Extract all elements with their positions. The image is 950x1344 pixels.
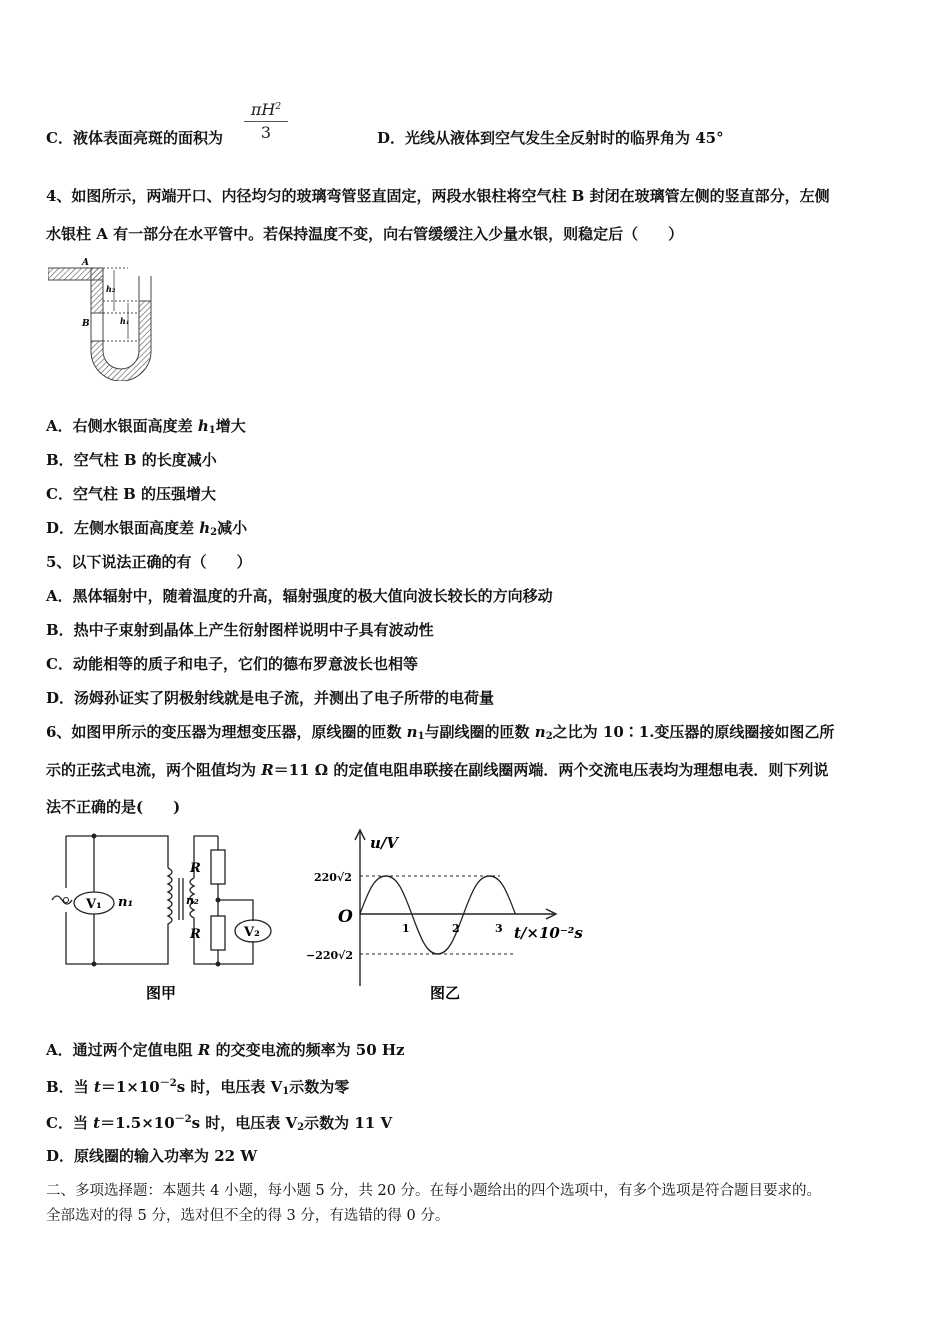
q6-circuit-r1: R: [190, 861, 201, 876]
q6-graph-ylabel: u/V: [370, 834, 399, 852]
q4-fig-label-a: A: [82, 258, 89, 268]
q6-graph-ytop: 220√2: [314, 871, 352, 884]
q6-circuit-v1: V₁: [86, 897, 102, 912]
q6-fig-left-caption: 图甲: [146, 984, 177, 1002]
q6-graph-x1: 1: [402, 922, 410, 935]
q4-option-a: A．右侧水银面高度差 $h_1$增大: [46, 417, 246, 436]
q6-waveform-curve: [360, 876, 515, 954]
q4-option-d: D．左侧水银面高度差 $h_2$减小: [46, 519, 248, 538]
q4-fig-label-h1: h₁: [120, 316, 130, 326]
q6-circuit-figure: [48, 828, 288, 1008]
q6-graph-xlabel: t/×10⁻²s: [514, 924, 583, 942]
q6-option-a: A．通过两个定值电阻 R 的交变电流的频率为 50 Hz: [46, 1041, 405, 1059]
q6-fig-right-caption: 图乙: [430, 984, 461, 1002]
q6-graph-x2: 2: [452, 922, 460, 935]
q4-stem-line2: 水银柱 A 有一部分在水平管中。若保持温度不变，向右管缓缓注入少量水银，则稳定后（ ）: [46, 225, 684, 243]
q6-option-b: B．当 $t=1\times 10^{-2}s$ 时，电压表 $V_1$示数为零: [46, 1078, 350, 1097]
q4-option-c: C．空气柱 B 的压强增大: [46, 485, 217, 503]
q5-option-a: A．黑体辐射中，随着温度的升高，辐射强度的极大值向波长较长的方向移动: [46, 587, 553, 605]
q3-option-c: C．液体表面亮斑的面积为: [46, 129, 223, 147]
q3-option-c-fraction: $\frac{\pi H^2}{3}$: [244, 100, 288, 142]
q6-graph-ybottom: −220√2: [306, 949, 354, 962]
q4-fig-label-b: B: [82, 319, 90, 329]
q6-option-d: D．原线圈的输入功率为 22 W: [46, 1147, 258, 1165]
q6-graph-origin: O: [338, 907, 353, 927]
q5-stem: 5、以下说法正确的有（ ）: [46, 553, 252, 571]
section2-heading-line2: 全部选对的得 5 分，选对但不全的得 3 分，有选错的得 0 分。: [46, 1208, 450, 1224]
q6-stem-line3: 法不正确的是( ): [46, 798, 181, 816]
q6-circuit-v2: V₂: [244, 925, 260, 940]
q3-option-d: D．光线从液体到空气发生全反射时的临界角为 45°: [377, 129, 724, 147]
q5-option-c: C．动能相等的质子和电子，它们的德布罗意波长也相等: [46, 655, 418, 673]
q5-option-b: B．热中子束射到晶体上产生衍射图样说明中子具有波动性: [46, 621, 434, 639]
q6-waveform-graph: [300, 826, 600, 1006]
q6-option-c: C．当 $t=1.5\times 10^{-2}s$ 时，电压表 $V_2$示数为 11 V: [46, 1114, 393, 1133]
q4-stem-line1: 4、如图所示，两端开口、内径均匀的玻璃弯管竖直固定，两段水银柱将空气柱 B 封闭在玻璃管左侧的竖直部分，左侧: [46, 187, 830, 205]
q6-circuit-n1: n₁: [118, 895, 134, 910]
q6-circuit-r2: R: [190, 927, 201, 942]
q6-stem-line2: 示的正弦式电流，两个阻值均为 R＝11 Ω 的定值电阻串联接在副线圈两端．两个交流电压表均为理想电表．则下列说: [46, 761, 829, 779]
section2-heading-line1: 二、多项选择题：本题共 4 小题，每小题 5 分，共 20 分。在每小题给出的四个选项中，有多个选项是符合题目要求的。: [46, 1183, 822, 1199]
q6-circuit-n2: n₂: [186, 894, 199, 907]
q6-stem-line1: 6、如图甲所示的变压器为理想变压器，原线圈的匝数 $n_1$与副线圈的匝数 $n_2$之比为 10∶1.变压器的原线圈接如图乙所: [46, 723, 835, 742]
q5-option-d: D．汤姆孙证实了阴极射线就是电子流，并测出了电子所带的电荷量: [46, 689, 495, 707]
q4-option-b: B．空气柱 B 的长度减小: [46, 451, 217, 469]
q6-graph-x3: 3: [495, 922, 503, 935]
q4-u-tube-figure: [48, 256, 163, 381]
q4-fig-label-h2: h₂: [106, 284, 116, 294]
